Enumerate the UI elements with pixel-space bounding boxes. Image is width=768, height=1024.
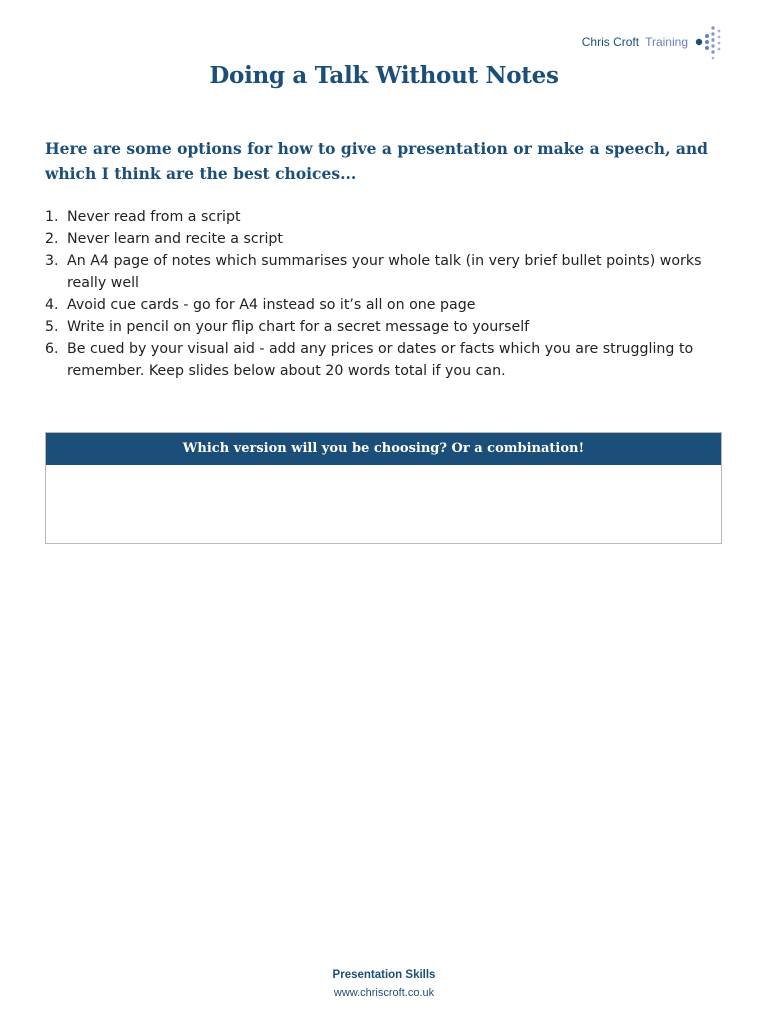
list-text: Never read from a script [67,209,241,225]
tips-list [45,206,715,382]
choice-box [45,432,722,544]
choice-answer-area[interactable] [46,465,721,543]
logo-text-primary: Chris Croft [581,35,640,49]
list-text: An A4 page of notes which summarises your whole talk (in very brief bullet points) works really well [67,253,702,291]
list-item [45,206,715,228]
page-title: Doing a Talk Without Notes [209,62,559,89]
list-number: 2. [45,231,59,247]
dot-cluster-icon [694,24,724,60]
list-number: 3. [45,253,59,269]
list-item [45,250,715,294]
choice-box-header: Which version will you be choosing? Or a combination! [46,433,721,465]
list-number: 4. [45,297,59,313]
list-item [45,316,715,338]
list-text: Write in pencil on your flip chart for a secret message to yourself [67,319,530,335]
intro-text: Here are some options for how to give a presentation or make a speech, and which I think are the best choices... [45,139,709,183]
list-item [45,338,715,382]
list-item [45,228,715,250]
footer-course-name: Presentation Skills [332,969,436,981]
logo-text-secondary: Training [645,35,688,49]
brand-logo [582,24,724,60]
list-number: 5. [45,319,59,335]
page-footer [0,966,768,1002]
list-item [45,294,715,316]
list-text: Avoid cue cards - go for A4 instead so it’s all on one page [67,297,476,313]
list-number: 1. [45,209,59,225]
list-text: Be cued by your visual aid - add any prices or dates or facts which you are struggling to remember. Keep slides below about 20 words total if you can. [67,341,694,379]
footer-website: www.chriscroft.co.uk [333,987,435,999]
list-number: 6. [45,341,59,357]
list-text: Never learn and recite a script [67,231,283,247]
